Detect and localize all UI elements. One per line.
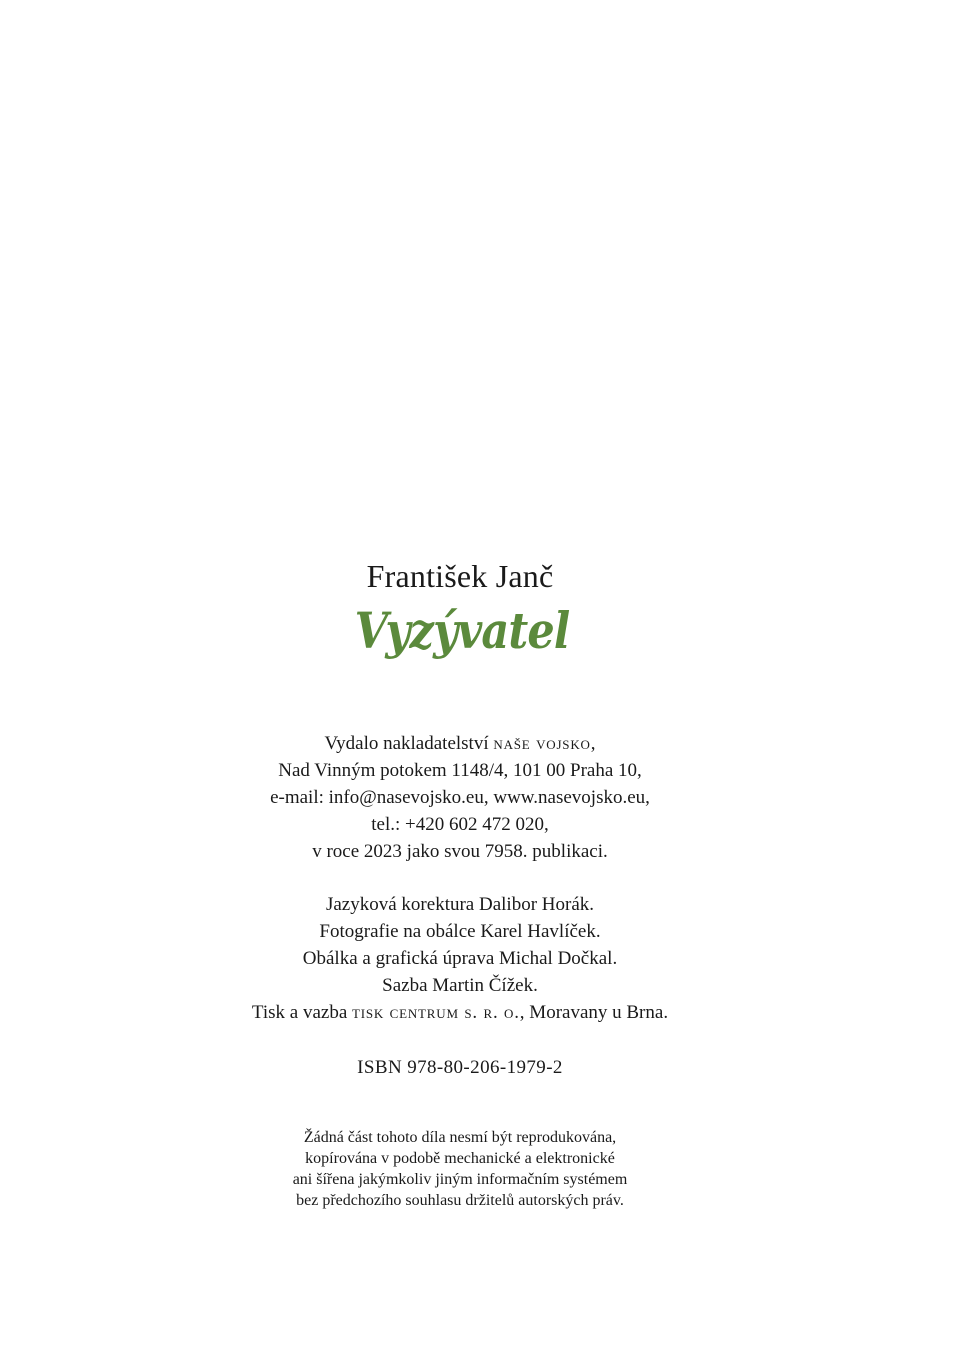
isbn: ISBN 978-80-206-1979-2	[357, 1057, 563, 1078]
publisher-suffix: ,	[590, 733, 596, 754]
printing-prefix: Tisk a vazba	[251, 1002, 348, 1023]
book-title: Vyzývatel	[354, 601, 570, 660]
publication-year: v roce 2023 jako svou 7958. publikaci.	[312, 841, 608, 862]
rights-line-3: ani šířena jakýmkoliv jiným informačním systémem	[292, 1171, 628, 1188]
printing-suffix: , Moravany u Brna.	[519, 1002, 669, 1023]
credit-cover-photo: Fotografie na obálce Karel Havlíček.	[319, 921, 601, 942]
publisher-phone: tel.: +420 602 472 020,	[371, 814, 549, 835]
credit-proofreading: Jazyková korektura Dalibor Horák.	[325, 894, 594, 915]
printer-name: tisk centrum s. r. o.	[352, 1002, 520, 1023]
author-name: František Janč	[366, 558, 554, 594]
publisher-info	[0, 730, 920, 865]
credit-cover-design: Obálka a grafická úprava Michal Dočkal.	[302, 948, 618, 969]
copyright-notice	[0, 1127, 920, 1211]
rights-line-1: Žádná část tohoto díla nesmí být reprodukována,	[303, 1129, 617, 1146]
publisher-address: Nad Vinným potokem 1148/4, 101 00 Praha 10,	[278, 760, 642, 781]
credits	[0, 891, 920, 1026]
credit-printing	[0, 999, 920, 1026]
publisher-prefix: Vydalo nakladatelství	[324, 733, 489, 754]
rights-line-2: kopírována v podobě mechanické a elektronické	[305, 1150, 615, 1167]
publisher-name: naše vojsko	[493, 733, 591, 754]
credit-typesetting: Sazba Martin Čížek.	[382, 975, 538, 996]
rights-line-4: bez předchozího souhlasu držitelů autorských práv.	[296, 1192, 624, 1209]
publisher-contact: e-mail: info@nasevojsko.eu, www.nasevojsko.eu,	[270, 787, 650, 808]
publisher-line-1	[0, 730, 920, 757]
